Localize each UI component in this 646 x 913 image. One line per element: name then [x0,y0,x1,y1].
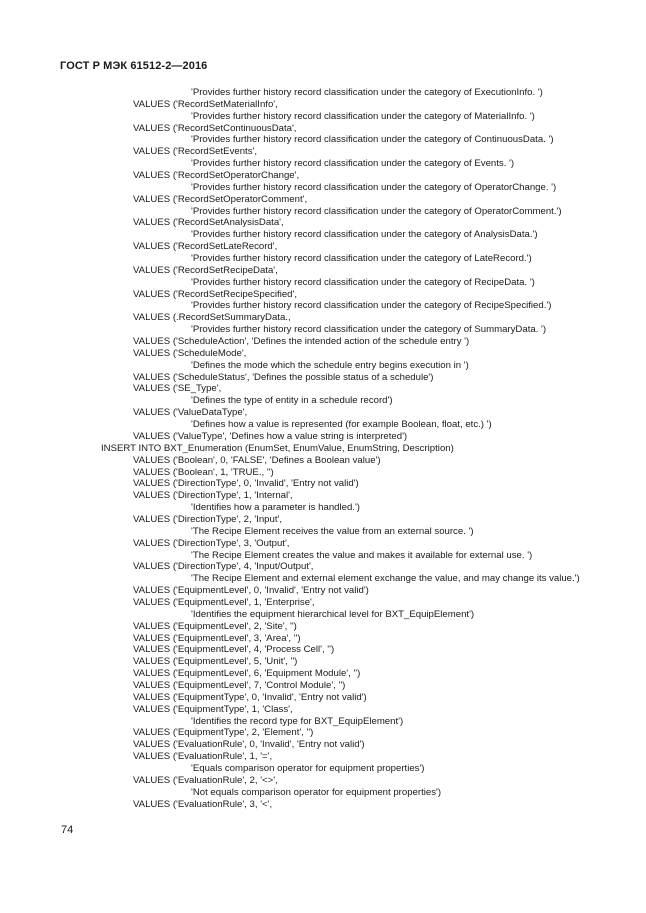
code-line-text: 'Provides further history record classification under the category of AnalysisData.') [191,229,538,241]
code-line-text: VALUES ('EquipmentLevel', 6, 'Equipment Module', '') [133,668,361,680]
code-line-text: VALUES (.RecordSetSummaryData., [133,312,291,324]
code-line-text: 'Provides further history record classification under the category of Events. ') [191,158,515,170]
code-line [0,680,646,692]
code-line-text: VALUES ('RecordSetEvents', [133,146,257,158]
code-line [0,158,646,170]
code-line [0,799,646,811]
code-line [0,146,646,158]
code-line [0,467,646,479]
code-line-text: VALUES ('DirectionType', 0, 'Invalid', 'Entry not valid') [133,478,359,490]
code-line [0,300,646,312]
code-line-text: VALUES ('EquipmentLevel', 1, 'Enterprise', [133,596,315,608]
code-line-text: 'Equals comparison operator for equipment properties') [191,762,425,774]
code-line [0,609,646,621]
code-line-text: VALUES ('ScheduleStatus', 'Defines the possible status of a schedule') [133,371,434,383]
code-line-text: VALUES ('ScheduleAction', 'Defines the intended action of the schedule entry ') [133,336,470,348]
code-line-text: VALUES ('RecordSetAnalysisData', [133,217,284,229]
code-line-text: INSERT INTO BXT_Enumeration (EnumSet, EnumValue, EnumString, Description) [101,442,454,454]
code-line [0,312,646,324]
code-line-text: VALUES ('EquipmentType', 0, 'Invalid', 'Entry not valid') [133,691,367,703]
code-line [0,692,646,704]
code-line [0,716,646,728]
code-line [0,170,646,182]
code-line-text: 'Provides further history record classification under the category of OperatorChange. ') [191,181,557,193]
code-line [0,668,646,680]
code-line [0,194,646,206]
code-line [0,217,646,229]
code-line-text: 'Defines the type of entity in a schedule record') [191,395,393,407]
code-line-text: 'The Recipe Element creates the value and makes it available for external use. ') [191,549,533,561]
code-line [0,478,646,490]
code-line [0,704,646,716]
code-line [0,229,646,241]
code-line-text: 'Provides further history record classification under the category of LateRecord.') [191,253,532,265]
code-line-text: VALUES ('EquipmentLevel', 3, 'Area', '') [133,632,301,644]
code-line-text: 'The Recipe Element and external element exchange the value, and may change its value.') [191,573,580,585]
code-line [0,514,646,526]
code-line-text: VALUES ('RecordSetRecipeSpecified', [133,288,297,300]
code-line [0,443,646,455]
code-line [0,241,646,253]
code-line-text: 'The Recipe Element receives the value from an external source. ') [191,525,474,537]
code-line [0,277,646,289]
code-line-text: VALUES ('RecordSetRecipeData', [133,264,278,276]
code-line-text: VALUES ('RecordSetMaterialInfo', [133,98,278,110]
code-line [0,360,646,372]
code-line [0,419,646,431]
code-line-text: 'Identifies how a parameter is handled.') [191,502,360,514]
code-line [0,751,646,763]
code-line [0,455,646,467]
code-line [0,336,646,348]
code-line-text: 'Provides further history record classification under the category of ContinuousData. ') [191,134,554,146]
code-line-text: VALUES ('Boolean', 1, 'TRUE., '') [133,466,274,478]
code-line [0,502,646,514]
code-line [0,490,646,502]
code-line [0,87,646,99]
page-number: 74 [61,824,74,836]
code-line [0,656,646,668]
code-line [0,644,646,656]
code-line-text: VALUES ('RecordSetOperatorChange', [133,170,300,182]
code-line-text: 'Provides further history record classification under the category of OperatorComment.') [191,205,562,217]
code-line [0,99,646,111]
code-line [0,123,646,135]
code-line [0,787,646,799]
code-line [0,372,646,384]
code-line [0,597,646,609]
code-line [0,324,646,336]
code-line-text: VALUES ('DirectionType', 2, 'Input', [133,513,282,525]
sql-code-block [0,87,646,810]
code-line [0,407,646,419]
code-line-text: 'Defines the mode which the schedule entry begins execution in ') [191,359,469,371]
code-line [0,561,646,573]
code-line [0,253,646,265]
code-line [0,775,646,787]
code-line-text: VALUES ('Boolean', 0, 'FALSE', 'Defines a Boolean value') [133,454,381,466]
code-line [0,727,646,739]
code-line-text: VALUES ('DirectionType', 1, 'Internal', [133,490,293,502]
code-line [0,585,646,597]
code-line-text: 'Identifies the record type for BXT_EquipElement') [191,715,404,727]
code-line-text: VALUES ('RecordSetOperatorComment', [133,193,308,205]
code-line-text: VALUES ('EquipmentLevel', 4, 'Process Cell', '') [133,644,335,656]
code-line [0,550,646,562]
code-line [0,182,646,194]
code-line [0,383,646,395]
code-line-text: VALUES ('EquipmentLevel', 0, 'Invalid', 'Entry not valid') [133,585,369,597]
code-line-text: 'Provides further history record classification under the category of SummaryData. ') [191,324,547,336]
code-line-text: VALUES ('EquipmentType', 1, 'Class', [133,703,293,715]
code-line [0,763,646,775]
code-line-text: VALUES ('ValueDataType', [133,407,248,419]
code-line [0,621,646,633]
code-line [0,395,646,407]
code-line-text: VALUES ('EquipmentType', 2, 'Element', '') [133,727,314,739]
code-line [0,739,646,751]
code-line-text: VALUES ('SE_Type', [133,383,222,395]
code-line-text: VALUES ('EquipmentLevel', 5, 'Unit', '') [133,656,298,668]
code-line-text: VALUES ('EquipmentLevel', 2, 'Site', '') [133,620,297,632]
code-line [0,289,646,301]
code-line [0,573,646,585]
code-line [0,348,646,360]
code-line [0,526,646,538]
page-header: ГОСТ Р МЭК 61512-2—2016 [60,60,208,72]
code-line-text: VALUES ('ValueType', 'Defines how a value string is interpreted') [133,430,408,442]
code-line-text: VALUES ('DirectionType', 3, 'Output', [133,537,290,549]
code-line-text: 'Provides further history record classification under the category of RecipeData. ') [191,276,535,288]
code-line-text: 'Defines how a value is represented (for example Boolean, float, etc.) ') [191,419,492,431]
code-line-text: VALUES ('EvaluationRule', 2, '<>', [133,774,278,786]
code-line-text: 'Provides further history record classification under the category of MaterialInfo. ') [191,110,535,122]
code-line [0,206,646,218]
code-line-text: VALUES ('RecordSetLateRecord', [133,241,278,253]
code-line-text: VALUES ('EvaluationRule', 0, 'Invalid', 'Entry not valid') [133,739,365,751]
code-line [0,265,646,277]
code-line-text: VALUES ('EvaluationRule', 1, '=', [133,751,273,763]
code-line [0,134,646,146]
code-line [0,633,646,645]
code-line-text: VALUES ('EvaluationRule', 3, '<', [133,798,273,810]
code-line-text: VALUES ('ScheduleMode', [133,347,247,359]
code-line-text: 'Provides further history record classification under the category of ExecutionInfo. ') [191,87,543,98]
code-line-text: 'Provides further history record classification under the category of RecipeSpecified.') [191,300,552,312]
code-line-text: VALUES ('EquipmentLevel', 7, 'Control Module', '') [133,679,346,691]
code-line-text: VALUES ('DirectionType', 4, 'Input/Output', [133,561,314,573]
code-line-text: VALUES ('RecordSetContinuousData', [133,122,297,134]
code-line-text: 'Identifies the equipment hierarchical level for BXT_EquipElement') [191,608,475,620]
code-line [0,538,646,550]
code-line-text: 'Not equals comparison operator for equipment properties') [191,786,442,798]
code-line [0,111,646,123]
code-line [0,431,646,443]
